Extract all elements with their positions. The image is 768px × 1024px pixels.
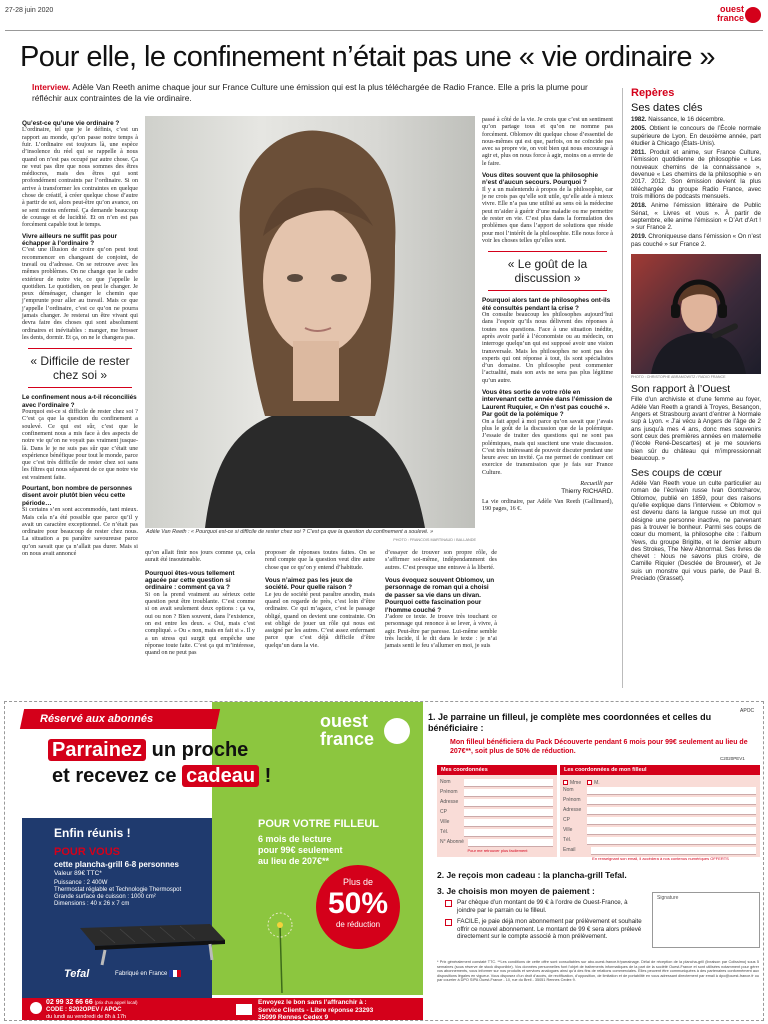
question-4: Pourtant, bon nombre de personnes disent avoir plutôt bien vécu cette période… (22, 485, 133, 507)
ad-phone-line (46, 999, 206, 1007)
article-column-4 (385, 550, 497, 650)
spec-line: Grande surface de cuisson : 1000 cm² (54, 894, 156, 900)
ad-filleul-title: POUR VOTRE FILLEUL (258, 818, 379, 830)
badge-reduc: de réduction (335, 920, 381, 929)
lead-label: Interview. (32, 82, 71, 92)
fine-print: * Prix généralement constaté TTC. **Les conditions de cette offre sont consultables sur abo.ouest-france.fr/parrainage. Délai de réception de la plancha-grill (livraison par Colissimo) sous 5 semaines (sous réserve de stock disponible). Vos données personnelles font l’objet de traitements informatiques de la part de la société Ouest-France et sont utilisées notamment pour gérer vos abonnements, vous informer sur nos produits et services analogues ainsi qu’à des fins de relations commerciales. Elles peuvent être communiquées à des partenaires conformément aux dispositions légales en vigueur. Vous disposez d’un droit d’accès, de rectification, d’opposition, de limitation et de portabilité en vous adressant directement par email à dpo@ouest-france.fr ou par courrier à DPO SIPA Ouest-France - 10, rue du Breil - 35051 Rennes Cedex 9. (437, 960, 759, 983)
book-reference: La vie ordinaire, par Adèle Van Reeth (Gallimard), 190 pages, 16 €. (482, 499, 613, 513)
article-column-2 (145, 550, 255, 657)
ad-filleul-text (258, 834, 343, 867)
page-title: Pour elle, le confinement n’était pas une « vie ordinaire » (20, 41, 715, 73)
coeur-text: Adèle Van Reeth voue un culte particulier au roman de l’écrivain russe Ivan Gontcharov, Oblomov, publié en 1859, pour des raisons qu’elle explique dans l’interview. « Oblomov » est devenu dans la langue russe un mot qui désigne une personne inactive, ne parvenant pas à trouver le bonheur. Parmi ses coups de cœur du moment, la philosophe cite : l’album Yews, du groupe Brigitte, et le dernier album des Strokes, The New Abnormal. Ses livres de chevet : Nous ne savons plus croire, de Camille Riquier (Desclée de Brouwer), et Je suis un monstre qui vous parle, de Paul B. Preciado (Grasset). (631, 480, 761, 582)
ad-headline-1b: un proche (151, 739, 249, 761)
coeur-title: Ses coups de cœur (631, 467, 723, 480)
badge-plus-de: Plus de (342, 877, 374, 887)
field-label: Nom (563, 787, 574, 793)
ad-headline-2b: cadeau (182, 765, 259, 787)
col3-question-1: Vous n’aimez pas les jeux de société. Pour quelle raison ? (265, 576, 353, 592)
ad-headline-2 (52, 764, 271, 788)
plancha-grill-image (60, 910, 230, 970)
ad-logo-circle-icon (384, 718, 410, 744)
spec-line: Thermostat réglable et Technologie Thermospot (54, 887, 182, 893)
form-step-1b: Mon filleul bénéficiera du Pack Découverte pendant 6 mois pour 99€ seulement au lieu de 207€**, soit plus de 50% de réduction. (450, 739, 748, 755)
page-divider (5, 30, 763, 31)
ad-specs (54, 880, 204, 908)
answer-1: L’ordinaire, tel que je le définis, c’est un rapport au monde, qu’on passe notre temps à fuir. L’ordinaire est toujours là, une espèce d’insolence du réel qui se rappelle à nous quand on n’est pas occupé par autre chose. Ça ne veut pas dire que nous sommes des êtres médiocres, mais des êtres qui sont profondément contraints par l’ordinaire. Si on arrive à transformer les contraintes en quelque chose de créatif, à créer quelque chose d’autre à partir de soi, alors peut-être qu’on avance, on se sent moins enfermé. Ça demande beaucoup de courage et de lucidité. Et on n’en est pas forcément capable tout le temps. (22, 127, 138, 229)
dates-title: Ses dates clés (631, 102, 703, 114)
filleul-offer-line: 6 mois de lecture (258, 834, 332, 844)
french-flag-icon (169, 970, 181, 977)
email-field[interactable] (591, 847, 756, 855)
civility-row (563, 779, 600, 787)
spec-line: Dimensions : 40 x 26 x 7 cm (54, 901, 130, 907)
col5-question-1: Vous dites souvent que la philosophie n’est d’aucun secours. Pourquoi ? (482, 172, 598, 187)
form-field-cp[interactable] (464, 809, 553, 817)
ouest-title: Son rapport à l’Ouest (631, 383, 731, 396)
field-note: En renseignant son email, il accèdera à nos contenus numériques OFFERTS (592, 856, 729, 861)
date-year: 2019. (631, 233, 647, 241)
field-label: Tél. (563, 837, 572, 843)
payment-option-cheque[interactable] (445, 899, 645, 914)
prelevement-text: FACILE, je paie déjà mon abonnement par prélèvement et souhaite offrir ce nouvel abonnement. Le montant de 99 € sera alors prélevé directement sur le compte associé à mon prélèvement. (457, 918, 642, 940)
field-label: Adresse (440, 799, 459, 805)
ad-address-2: 35099 Rennes Cedex 9 (258, 1014, 329, 1021)
field-label: Email (563, 847, 576, 853)
signature-label: Signature (657, 895, 679, 901)
abonne-number-field[interactable] (468, 839, 553, 847)
grill-illustration (60, 910, 230, 970)
field-label: N° Abonné (440, 839, 464, 845)
col5-question-2: Pourquoi alors tant de philosophes ont-ils été consultés pendant la crise ? (482, 297, 611, 312)
radio-host-illustration (631, 254, 761, 374)
question-3: Le confinement nous a-t-il réconciliés avec l’ordinaire ? (22, 394, 137, 409)
prelevement-checkbox[interactable] (445, 919, 452, 926)
ad-valeur: Valeur 89€ TTC* (54, 870, 102, 877)
pull-quote-2-text: « Le goût de la discussion » (507, 257, 588, 286)
pull-quote-2 (488, 251, 607, 291)
signature-box[interactable] (652, 892, 760, 948)
ad-logo-bottom: france (320, 729, 375, 749)
date-entry (631, 116, 761, 123)
ad-phone[interactable]: 02 99 32 66 66 (46, 999, 93, 1006)
spec-line: Puissance : 2 400W (54, 880, 108, 886)
ad-hours: du lundi au vendredi de 8h à 17h (46, 1014, 127, 1020)
photo-caption: Adèle Van Reeth : « Pourquoi est-ce si difficile de rester chez soi ? C’est ça que la question du confinement a soulevé. » (146, 529, 434, 535)
ad-fabrique-text: Fabriqué en France (115, 971, 168, 978)
form-field-cp[interactable] (587, 817, 756, 825)
form-field-ville[interactable] (587, 827, 756, 835)
field-label: Tél. (440, 829, 449, 835)
col4-question-1: Vous évoquez souvent Oblomov, un personnage de roman qui a choisi de passer sa vie dans un divan. Pourquoi cette fascination pour l’homme couché ? (385, 576, 495, 614)
civility-label: M. (594, 780, 600, 786)
field-label: Prénom (440, 789, 458, 795)
form-field-nom[interactable] (587, 787, 756, 795)
m-checkbox[interactable] (587, 780, 592, 785)
question-2: Vivre ailleurs ne suffit pas pour échapper à l’ordinaire ? (22, 232, 118, 247)
ouest-france-logo (703, 4, 763, 26)
date-entry (631, 233, 761, 248)
col5-answer-3: On consulte beaucoup les philosophes aujourd’hui dans l’espoir qu’ils nous délivrent des réponses à toutes nos questions. Face à une situation inédite, après avoir parlé à l’économiste ou au médecin, on interroge quelqu’un qui est supposé avoir une vision transversale. Mais les philosophes ne sont pas des experts qui ont réponse à tout, ils sont spécialistes d’un domaine. Un philosophe peut commenter l’actualité, mais son avis ne sera pas plus légitime qu’un autre. (482, 312, 613, 384)
col3-answer-1: proposer de réponses toutes faites. On se rend compte que la question veut dire autre chose que ce qu’on y entend d’habitude. (265, 550, 375, 571)
form-field-ville[interactable] (464, 819, 553, 827)
ad-plancha: cette plancha-grill 6-8 personnes (54, 860, 179, 869)
field-note: Pour me retrouver plus facilement (467, 848, 528, 853)
lead-text: Adèle Van Reeth anime chaque jour sur France Culture une émission qui est la plus téléchargée de Radio France. Elle a pris la plume pour réfléchir aux contraintes de la vie ordinaire. (32, 82, 588, 103)
ouest-text: Fille d’un archiviste et d’une femme au foyer, Adèle Van Reeth a grandi à Troyes, Besançon, Angers et Strasbourg avant d’entrer à Normale sup à Lyon. « J’ai vécu à Angers de l’âge de 2 ans jusqu’à mes 4 ans, donc mes souvenirs sont ceux des premières années en maternelle (l’école René-Descartes) et je me souviens bien sûr du château qui m’impressionnait beaucoup. » (631, 396, 761, 462)
cheque-checkbox[interactable] (445, 900, 452, 907)
signature-2: Thierry RICHARD. (561, 487, 613, 495)
col2-answer-2: Si on la prend vraiment au sérieux cette question peut être troublante. C’est comme si on avait seulement deux options : ça va, oui ou non ? Bien souvent, dans l’existence, on est entre les deux. « Oui, mais c’est compliqué. » Ou « non, mais en fait si ». Il y a un stress qui surgit qui empêche une réponse toute faite. C’est ça qui m’intéresse, quand on ne peut pas (145, 591, 255, 657)
filleul-fields (563, 779, 758, 861)
ad-code: CODE : S202OPEV / APOC (46, 1007, 122, 1013)
step-2: 2. Je reçois mon cadeau : la plancha-grill Tefal. (437, 870, 627, 880)
form-field-tl[interactable] (587, 837, 756, 845)
portrait-illustration (145, 116, 475, 528)
ad-headline-2c: ! (259, 765, 272, 787)
page-date: 27-28 juin 2020 (5, 7, 54, 14)
ad-contact (46, 999, 206, 1021)
field-label: Prénom (563, 797, 581, 803)
sidebar-photo (631, 254, 761, 374)
ad-pour-vous: POUR VOUS (54, 846, 121, 858)
ad-mail (258, 999, 418, 1022)
civility-label: Mme (570, 780, 582, 786)
ad-apoc: APOC (740, 708, 755, 714)
col4-answer-1: d’essayer de trouver son propre rôle, de s’affirmer soi-même, indépendamment des autres. C’est presque une entrave à la liberté. (385, 550, 497, 571)
col5-answer-1: passé à côté de la vie. Je crois que c’est un sentiment qu’on partage tous et qu’on ne nomme pas forcément. Oblomov dit quelque chose d’essentiel de nous-mêmes qui est que, parfois, on ne coïncide pas avec sa propre vie, on voit bien qui nous encourage à agir et, plus on nous force à agir, moins on a envie de le faire. (482, 117, 613, 167)
article-column-5 (482, 117, 613, 514)
col5-question-3: Vous êtes sortie de votre rôle en intervenant cette année dans l’émission de Laurent Ruquier, « On n’est pas couché ». Par goût de la polémique ? (482, 389, 613, 419)
signature-1: Recueilli par (580, 480, 613, 488)
date-entry (631, 149, 761, 200)
answer-3: Pourquoi est-ce si difficile de rester chez soi ? C’est ça que la question du confinement a soulevé. Ce qui est sûr, c’est que le confinement nous a mis face à des aspects de notre vie qu’on ne voyait pas vraiment jusque-là. Dans le je ne suis pas sûr que c’était une expérience bénéfique pour tout le monde, parce que c’est très difficile de rester chez soi sans les filtres qui nous séparent de ce que notre vie est vraiment faite. (22, 409, 138, 481)
sidebar-divider (622, 88, 623, 688)
ad-ribbon-text: Réservé aux abonnés (40, 713, 154, 725)
form-field-nom[interactable] (464, 779, 553, 787)
question-1: Qu’est-ce qu’une vie ordinaire ? (22, 120, 120, 127)
ad-fabrique (115, 970, 181, 978)
filleul-header: Les coordonnées de mon filleul (560, 765, 760, 775)
logo-text-top: ouest (719, 4, 744, 14)
date-text: Chroniqueuse dans l’émission « On n’est pas couché » sur France 2. (631, 233, 761, 248)
date-year: 2005. (631, 125, 647, 133)
logo-circle-icon (745, 7, 761, 23)
badge-pct: 50% (327, 887, 389, 920)
article-column-1 (22, 117, 138, 558)
portrait-photo (145, 116, 475, 528)
date-entry (631, 125, 761, 147)
sidebar-title: Repères (631, 87, 675, 99)
ad-address-1: Service Clients - Libre réponse 23293 (258, 1006, 374, 1014)
discount-badge (316, 865, 400, 949)
col4-answer-2: J’adore ce texte. Je trouve très touchant ce personnage qui renonce à se lever, à vivre, à agir. Peut-être par paresse. Lui-même semble très lucide, il le dit dans le texte : je n’ai jamais senti le feu s’allumer en moi, je suis (385, 613, 497, 650)
phone-icon (30, 1002, 42, 1014)
parrain-fields (440, 779, 555, 855)
filleul-offer-line: pour 99€ seulement (258, 845, 343, 855)
ad-phone-note: (prix d’un appel local) (94, 1000, 138, 1005)
article-column-3 (265, 550, 375, 650)
col5-answer-4: On a fait appel à moi parce qu’on savait que j’avais plus le goût de la discussion que de la polémique. J’essaie de traiter des questions qui ne sont pas polémiques, mais qui suscitent une vraie discussion. C’est très intéressant de pouvoir discuter pendant une heure avec un invité. Ça me permet de continuer cet exercice de transmission que je fais sur France Culture. (482, 418, 613, 476)
dandelion-decor-icon (250, 905, 310, 993)
col2-question-1: Pourquoi êtes-vous tellement agacée par cette question si ordinaire : comment ça va ? (145, 569, 235, 592)
ad-headline-2a: et recevez ce (52, 765, 177, 787)
date-entry (631, 202, 761, 231)
sidebar-photo-credit: PHOTO : CHRISTOPHE ABRAMOWITZ / RADIO FRANCE (631, 375, 726, 380)
pull-quote-1-text: « Difficile de rester chez soi » (30, 354, 130, 383)
form-field-tl[interactable] (464, 829, 553, 837)
step-3: 3. Je choisis mon moyen de paiement : (437, 886, 595, 896)
mme-checkbox[interactable] (563, 780, 568, 785)
col3-answer-2: Le jeu de société peut paraître anodin, mais quand on regarde de près, c’est loin d’être ordinaire. Ce qui m’agace, c’est le passage obligé, quand on devient une contrainte. On est obligé de jouer un rôle qui nous est assigné par les autres. C’est assez enfermant parce que c’est déjà difficile d’être quelqu’un dans la vie. (265, 591, 375, 649)
ad-logo-top: ouest (320, 711, 369, 731)
form-step-1: 1. Je parraine un filleul, je complète mes coordonnées et celles du bénéficiaire : (428, 712, 712, 733)
date-text: Anime l’émission littéraire de Public Sénat, « Livres et vous ». À partir de septembre, elle anime l’émission « D’Art d’Art ! » sur France 2. (631, 202, 761, 232)
reperes-sidebar (631, 87, 761, 582)
date-text: Produit et anime, sur France Culture, l’émission quotidienne de philosophie « Les nouveaux chemins de la connaissance », devenue « Les chemins de la philosophie » en 2017. 2012. Son émission devient la plus téléchargée du groupe Radio France, avec trois millions de podcasts mensuels. (631, 149, 761, 200)
cheque-text: Par chèque d’un montant de 99 € à l’ordre de Ouest-France, à joindre par le parrain ou le filleul. (457, 899, 628, 914)
logo-text-bottom: france (716, 13, 744, 23)
payment-option-prelevement[interactable] (445, 918, 645, 941)
filleul-offer-line: au lieu de 207€** (258, 856, 330, 866)
form-ref: C2020PEV1 (720, 756, 745, 761)
col5-answer-2: Il y a un malentendu à propos de la philosophie, car je ne crois pas qu’elle soit utile, qu’elle aide à mieux vivre. Elle n’a pas une utilité au sens où la médecine peut m’aider à guérir d’une maladie ou me permettre de rester en vie. C’est plus dans la formulation des problèmes que dans l’apport de solutions que réside pour moi l’intérêt de la philosophie. Elle nous force à voir les choses telles qu’elles sont. (482, 186, 613, 244)
date-year: 2018. (631, 202, 647, 210)
date-text: Obtient le concours de l’École normale supérieure de Lyon. En deuxième année, part étudier à Chicago (États-Unis). (631, 125, 761, 147)
ad-envoyez: Envoyez le bon sans l’affranchir à : (258, 999, 367, 1006)
parrain-header: Mes coordonnées (437, 765, 557, 775)
form-field-prnom[interactable] (587, 797, 756, 805)
date-text: Naissance, le 16 décembre. (646, 116, 725, 123)
field-label: Adresse (563, 807, 582, 813)
answer-4: Si certains s’en sont accommodés, tant mieux. Mais cela n’a été possible que parce qu’il y avait un caractère exceptionnel. Ce n’était pas ordinaire pour beaucoup de rester chez nous. La situation a pu paraître savoureuse parce qu’on savait que ça n’allait pas durer. Mais si on nous avait annoncé (22, 507, 138, 558)
ad-enfin: Enfin réunis ! (54, 826, 131, 840)
form-field-adresse[interactable] (464, 799, 553, 807)
date-year: 2011. (631, 149, 647, 157)
ad-headline-1a: Parrainez (48, 739, 146, 761)
ad-logo (318, 712, 414, 756)
lead-paragraph (32, 82, 612, 104)
ad-tefal: Tefal (64, 968, 90, 980)
field-label: Nom (440, 779, 451, 785)
form-field-prnom[interactable] (464, 789, 553, 797)
ad-headline-1 (48, 738, 248, 762)
field-label: Ville (563, 827, 573, 833)
form-field-adresse[interactable] (587, 807, 756, 815)
photo-credit: PHOTO : FRANCOIS MARTINAUD / BALLANDE (393, 538, 476, 542)
answer-2: C’est une illusion de croire qu’on peut tout recommencer en changeant de conjoint, de travail ou d’adresse. On se retrouve avec les mêmes problèmes. On ne change que le cadre extérieur de notre vie, ce que j’appelle le quotidien. Le quotidien, on peut le changer. Je peux déménager, changer le chemin que j’emprunte pour aller au travail. Mais ce que j’appelle l’ordinaire, c’est ce qu’on ne pourra jamais changer. Je resterai un être vivant qui devra faire des choses qui sont absolument ordinaires et inévitables : manger, me brosser les dents, dormir. Et ça, on ne le changera pas. (22, 247, 138, 341)
field-label: CP (440, 809, 447, 815)
date-year: 1982. (631, 116, 647, 123)
field-label: CP (563, 817, 570, 823)
field-label: Ville (440, 819, 450, 825)
dates-list (631, 116, 761, 248)
envelope-icon (236, 1004, 252, 1015)
col2-answer-1: qu’on allait finir nos jours comme ça, cela aurait été insoutenable. (145, 550, 255, 564)
pull-quote-1 (28, 348, 132, 388)
